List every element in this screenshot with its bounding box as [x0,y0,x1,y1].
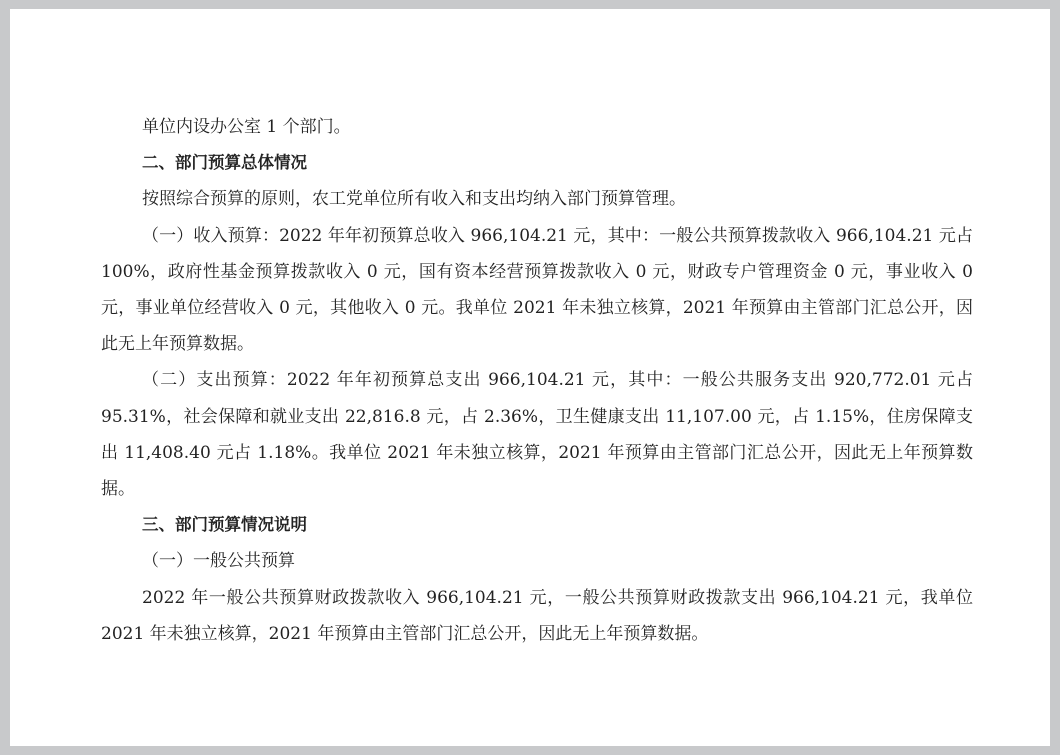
document-body [101,109,973,652]
paragraph-department-count: 单位内设办公室 1 个部门。 [142,117,351,137]
document-page [10,9,1050,746]
paragraph-income-budget: （一）收入预算：2022 年年初预算总收入 966,104.21 元，其中：一般公共预算拨款收入 966,104.21 元占 100%，政府性基金预算拨款收入 0 元，国有资本经营预算拨款收入 0 元，财政专户管理资金 0 元，事业收入 0 元，事业单位经营收入 0 元，其他收入 0 元。我单位 2021 年未独立核算，2021 年预算由主管部门汇总公开，因此无上年预算数据。 [101,225,973,355]
heading-budget-overview: 二、部门预算总体情况 [142,153,307,173]
paragraph-budget-principle: 按照综合预算的原则，农工党单位所有收入和支出均纳入部门预算管理。 [142,189,686,210]
paragraph-general-public-budget: 2022 年一般公共预算财政拨款收入 966,104.21 元，一般公共预算财政拨款支出 966,104.21 元，我单位 2021 年未独立核算，2021 年预算由主管部门汇总公开，因此无上年预算数据。 [101,587,973,644]
paragraph-expenditure-budget: （二）支出预算：2022 年年初预算总支出 966,104.21 元，其中：一般公共服务支出 920,772.01 元占 95.31%，社会保障和就业支出 22,816.8 元，占 2.36%，卫生健康支出 11,107.00 元，占 1.15%，住房保障支出 11,408.40 元占 1.18%。我单位 2021 年未独立核算，2021 年预算由主管部门汇总公开，因此无上年预算数据。 [101,370,973,500]
heading-budget-explanation: 三、部门预算情况说明 [142,515,307,535]
subheading-general-public-budget: （一）一般公共预算 [142,551,295,572]
